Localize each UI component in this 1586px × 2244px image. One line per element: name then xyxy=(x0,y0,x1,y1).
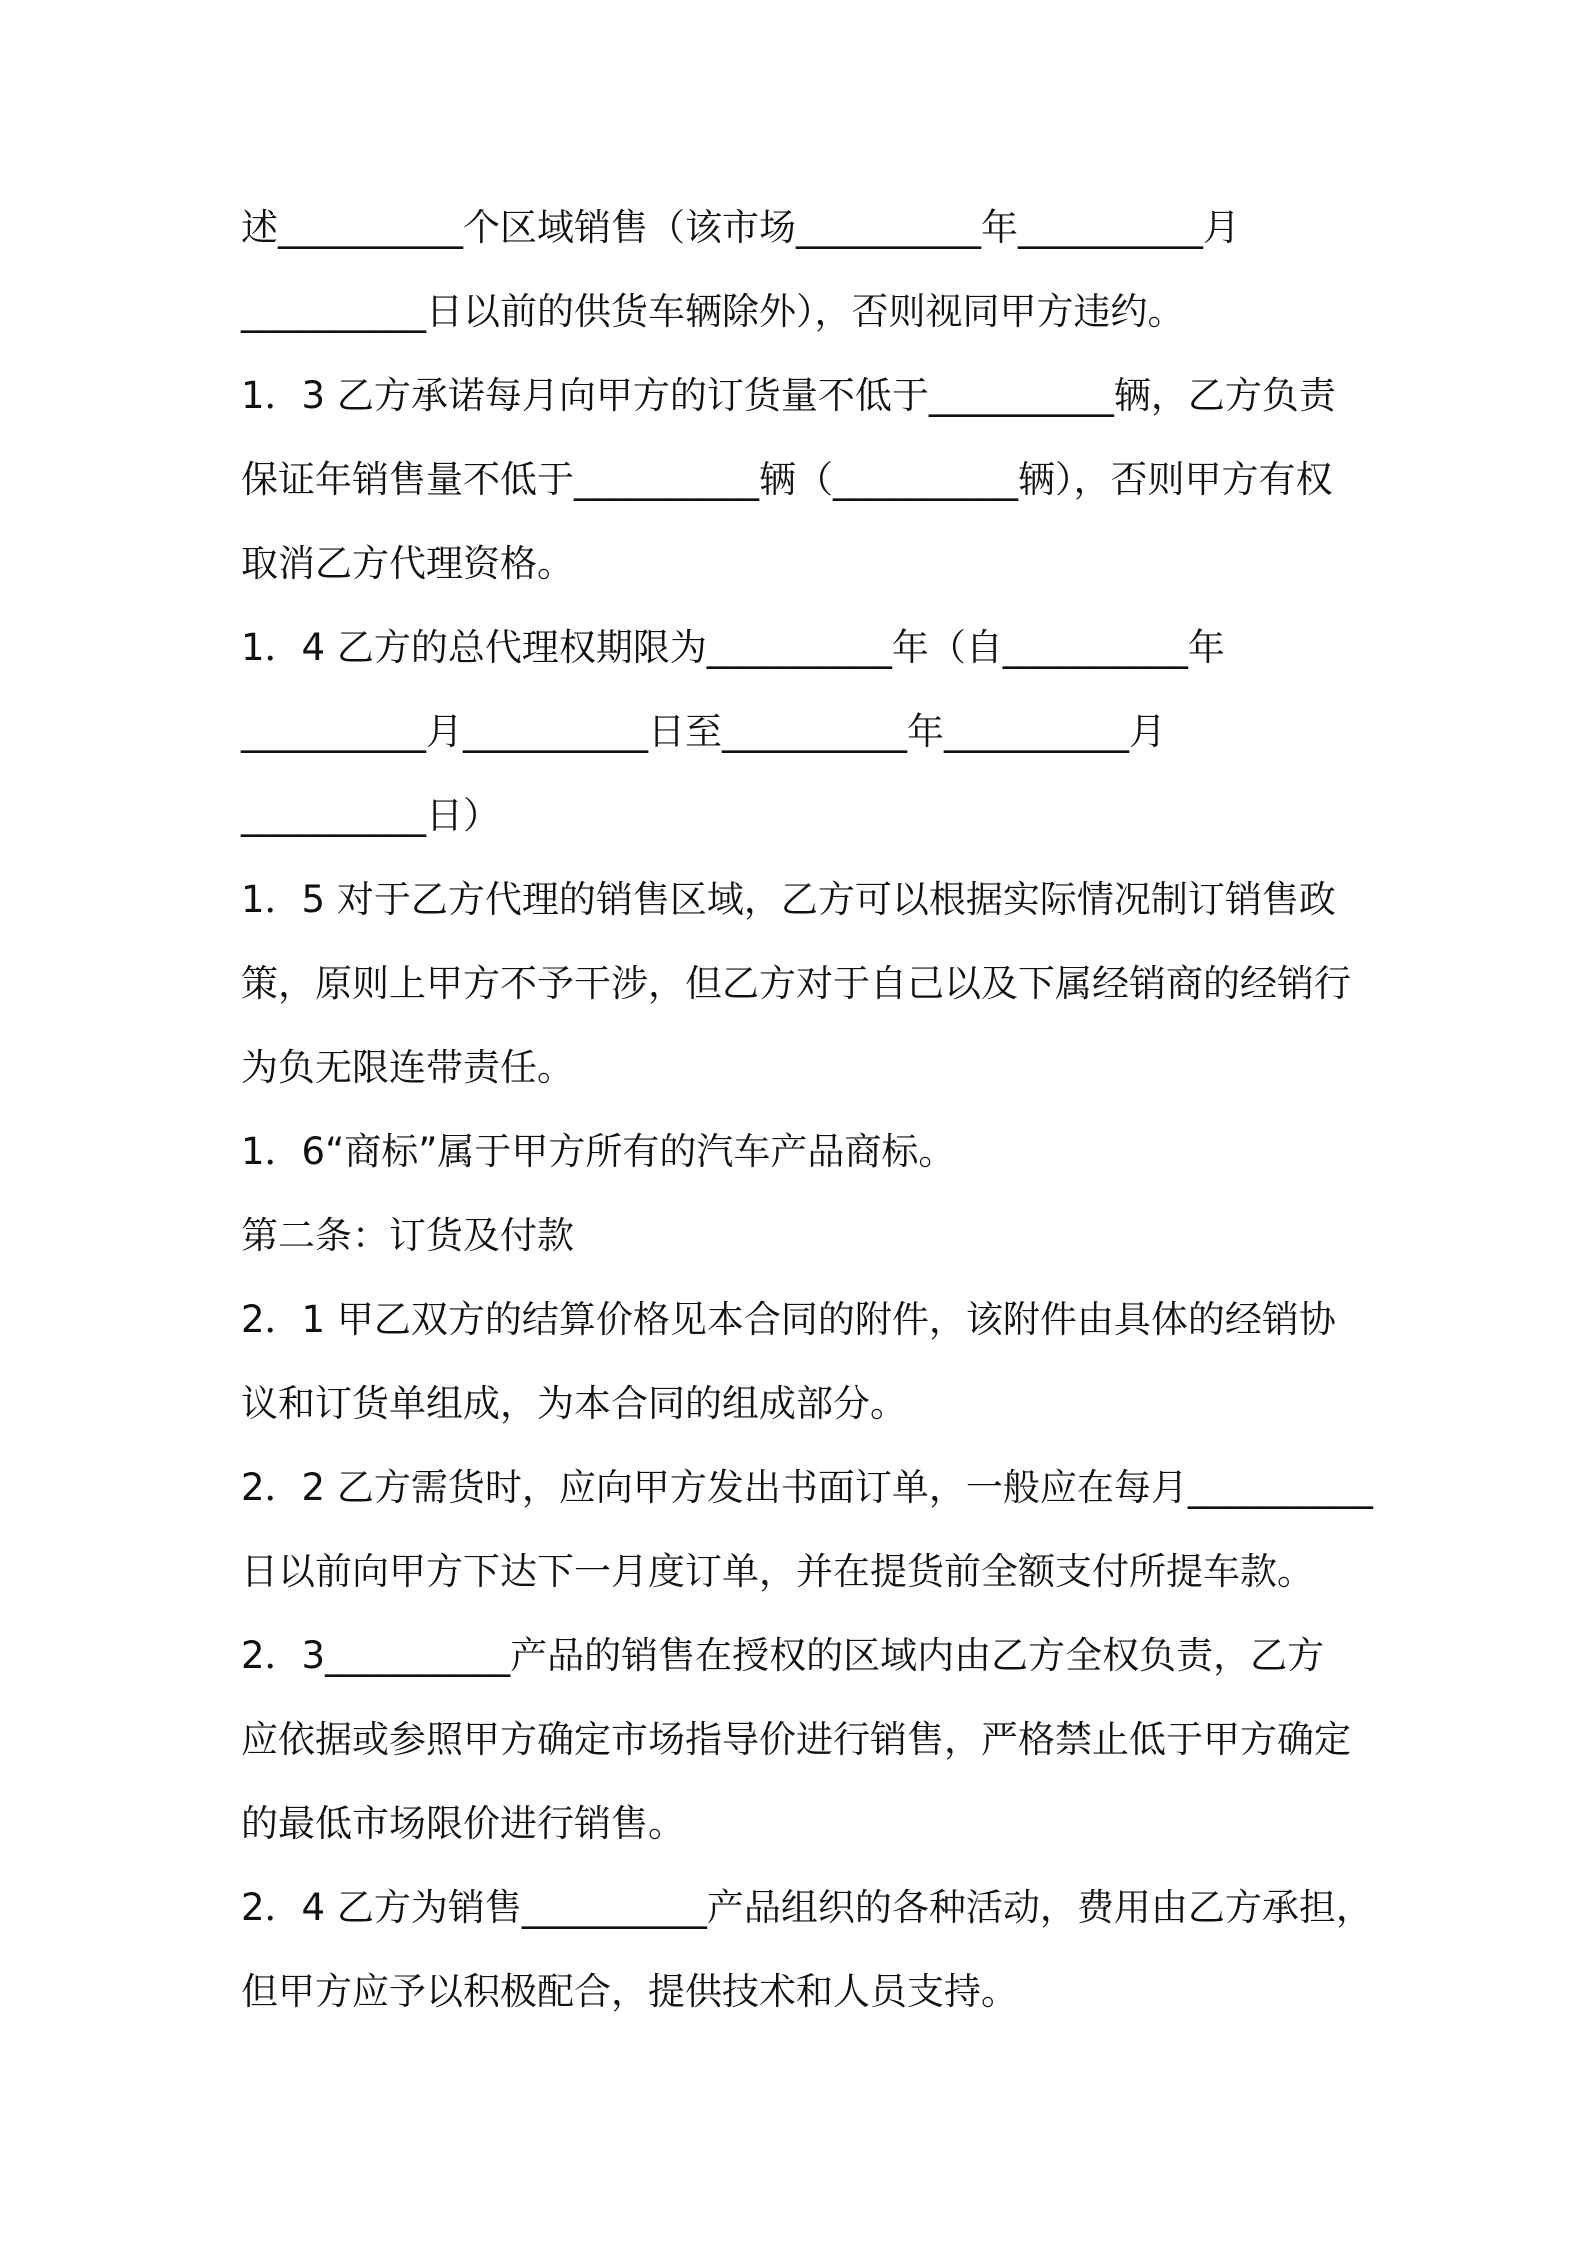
text-line: 2．2 乙方需货时，应向甲方发出书面订单，一般应在每月__________ xyxy=(241,1466,1373,1509)
text-line: 2．3__________产品的销售在授权的区域内由乙方全权负责，乙方 xyxy=(241,1634,1325,1677)
text-line: 2．4 乙方为销售__________产品组织的各种活动，费用由乙方承担， xyxy=(241,1886,1373,1929)
section-heading: 第二条：订货及付款 xyxy=(241,1214,574,1257)
text-line: 取消乙方代理资格。 xyxy=(241,542,574,585)
text-line: 1．4 乙方的总代理权期限为__________年（自__________年 xyxy=(241,626,1225,669)
text-line: 1．5 对于乙方代理的销售区域，乙方可以根据实际情况制订销售政 xyxy=(241,878,1336,921)
text-line: 日以前向甲方下达下一月度订单，并在提货前全额支付所提车款。 xyxy=(241,1550,1314,1593)
text-line: 1．3 乙方承诺每月向甲方的订货量不低于__________辆，乙方负责 xyxy=(241,374,1336,417)
text-line: __________日） xyxy=(241,794,500,837)
text-line: 的最低市场限价进行销售。 xyxy=(241,1802,685,1845)
text-line: __________月__________日至__________年__________月 xyxy=(241,710,1166,753)
text-line: 述__________个区域销售（该市场__________年__________月 xyxy=(241,206,1240,249)
text-line: 1．6“商标”属于甲方所有的汽车产品商标。 xyxy=(241,1130,956,1173)
text-line: 保证年销售量不低于__________辆（__________辆），否则甲方有权 xyxy=(241,458,1333,501)
text-line: 应依据或参照甲方确定市场指导价进行销售，严格禁止低于甲方确定 xyxy=(241,1718,1351,1761)
text-line: 为负无限连带责任。 xyxy=(241,1046,574,1089)
text-line: 2．1 甲乙双方的结算价格见本合同的附件，该附件由具体的经销协 xyxy=(241,1298,1336,1341)
text-line: 策，原则上甲方不予干涉，但乙方对于自己以及下属经销商的经销行 xyxy=(241,962,1351,1005)
text-line: 议和订货单组成，为本合同的组成部分。 xyxy=(241,1382,907,1425)
text-line: 但甲方应予以积极配合，提供技术和人员支持。 xyxy=(241,1970,1018,2013)
text-line: __________日以前的供货车辆除外），否则视同甲方违约。 xyxy=(241,290,1185,333)
